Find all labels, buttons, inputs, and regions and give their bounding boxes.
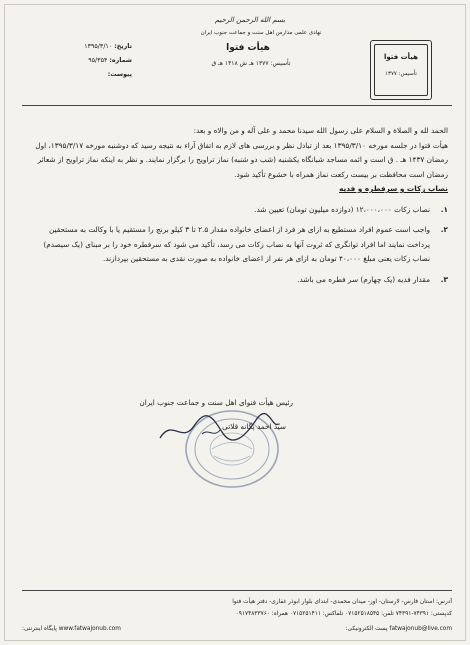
- footer-website-url[interactable]: www.fatwajonub.com: [58, 626, 121, 632]
- signature-name: سیّد احمد یگانه قلاتی: [222, 422, 286, 431]
- basmala: بسم الله الرحمن الرحیم: [214, 16, 286, 24]
- signature-org: رئیس هیأت فتوای اهل سنت و جماعت جنوب ایران: [139, 398, 293, 407]
- list-item-text: مقدار فدیه (یک چهارم) سر فطره می باشد.: [297, 274, 430, 284]
- footer-website-label: پایگاه اینترنتی:: [22, 626, 57, 632]
- logo-box: [370, 40, 432, 100]
- list-item-number: ۱.: [440, 204, 448, 214]
- logo-inner-border: [374, 44, 428, 96]
- list-item-number: ۳.: [440, 274, 448, 284]
- meta-number-value: ۹۵/۳۵۴: [88, 57, 108, 64]
- letter-meta: [22, 40, 132, 82]
- meta-date-label: تاریخ:: [114, 43, 132, 50]
- header-divider: [22, 105, 452, 106]
- footer-address-block: [22, 596, 452, 620]
- header-title: هیأت فتوا: [226, 43, 270, 53]
- list-item-text: نصاب زکات ۱۲،۰۰۰،۰۰۰ (دوازده میلیون تومان) تعیین شد.: [254, 204, 430, 214]
- meta-number-label: شماره:: [109, 57, 132, 64]
- list-item: [26, 223, 448, 267]
- meta-date: [22, 40, 132, 54]
- footer-divider: [22, 590, 452, 591]
- footer-email-address[interactable]: fatwajonub@live.com: [389, 626, 452, 632]
- meta-date-value: ۱۳۹۵/۳/۱۰: [84, 43, 113, 50]
- footer-address: آدرس: استان فارس- لارستان- اوز- میدان محمدی- ابتدای بلوار ابوذر غفاری- دفتر هیأت فتوا: [232, 599, 452, 605]
- meta-attachment: [22, 68, 132, 82]
- header-established: تأسیس: ۱۳۷۷ هـ ش ۱۴۱۸ هـ ق: [211, 60, 291, 67]
- footer-email[interactable]: [346, 626, 452, 632]
- list-item-text: واجب است عموم افراد مستطیع به ازای هر فرد از اعضای خانواده مقدار ۲.۵ تا ۳ کیلو برنج را مستقیم یا با وکالت به مستحقین پرداخت نمایند اما افراد توانگری که ثروت آنها به نصاب زکات می رسد، تأکید می شود که سرفطره خود را بر مبنای (یک سیصدم) نصاب زکات یعنی مبلغ ۴۰،۰۰۰ تومان به ازای هر نفر از اعضای خانواده به صورت نقدی به مستحقین بپردازند.: [43, 225, 430, 263]
- list-item: [26, 273, 448, 288]
- meta-number: [22, 54, 132, 68]
- greeting: الحمد لله و الصلاة و السلام علی رسول الله سیدنا محمد و علی آله و من والاه و بعد:: [193, 126, 448, 135]
- paragraph-1: هیأت فتوا در جلسه مورخه ۱۳۹۵/۳/۱۰ بعد از تبادل نظر و بررسی های لازم به اتفاق آراء به نتیجه رسید که دوشنبه مورخه ۱۳۹۵/۳/۱۷، اول رمضان ۱۴۳۷ هـ . ق است و ائمه مساجد شبانگاه یکشنبه (شب دو شنبه) نماز تراویح را برگزار نمایند. و نظر به اینکه نماز تراویح از شعائر رمضان است محافظت بر بیست رکعت نماز همراه با خشوع تأکید شود.: [35, 140, 448, 179]
- footer-email-label: پست الکترونیکی:: [345, 626, 388, 632]
- logo-title: هیأت فتوا: [383, 53, 419, 61]
- meta-attachment-label: پیوست:: [107, 71, 132, 78]
- footer-links: [22, 626, 452, 632]
- header-subtitle: نهادی علمی مدارس اهل سنت و جماعت جنوب ایران: [200, 30, 322, 36]
- section-title: نصاب زکات و سرفطره و فدیه: [339, 184, 448, 193]
- list-item-number: ۲.: [440, 225, 448, 234]
- list-item: [26, 203, 448, 218]
- footer-website[interactable]: [22, 626, 121, 632]
- logo-date: تأسیس: ۱۳۷۷: [385, 71, 417, 77]
- footer-contacts: کدپستی: ۷۴۳۹۱-۷۴۳۹۱ تلفن: ۰۷۱۵۲۵۱۸۵۴۵ تلفاکس: ۰۷۱۵۲۵۱۴۱۱ همراه: ۰۹۱۷۴۸۳۳۷۶۰: [235, 611, 452, 617]
- letter-body: [26, 124, 448, 287]
